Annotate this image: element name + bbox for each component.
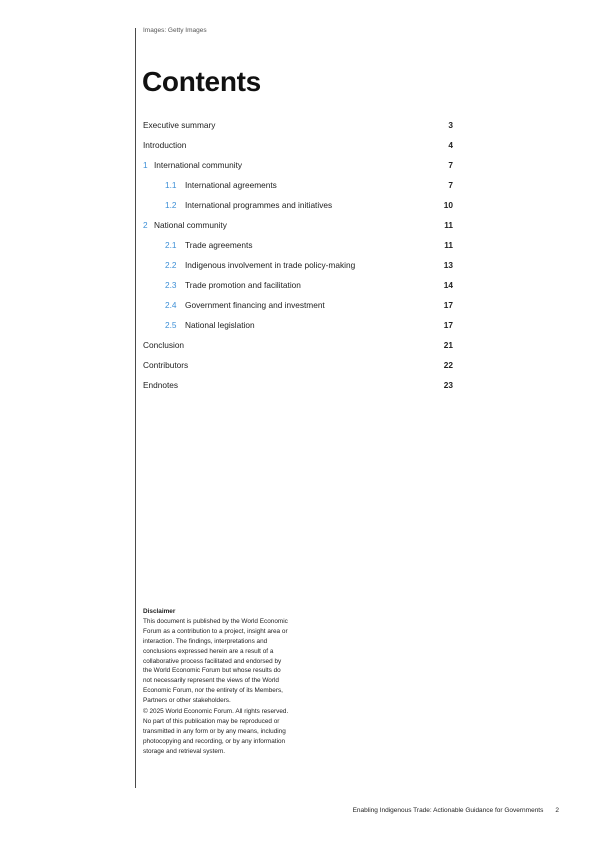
toc-entry-page: 13 [443, 260, 453, 270]
toc-entry[interactable] [143, 195, 453, 215]
page-footer [353, 807, 559, 814]
toc-entry-number: 2.1 [165, 240, 177, 250]
toc-entry-label: Government financing and investment [185, 300, 325, 310]
toc-entry-label: International community [154, 160, 243, 170]
toc-entry[interactable] [143, 175, 453, 195]
toc-entry-number: 1.1 [165, 180, 177, 190]
toc-entry-page: 11 [444, 220, 453, 230]
toc-entry-page: 17 [443, 320, 453, 330]
toc-entry-page: 14 [443, 280, 453, 290]
toc-entry-label: Indigenous involvement in trade policy-making [185, 260, 356, 270]
toc-entry[interactable] [143, 375, 453, 395]
table-of-contents [143, 115, 453, 395]
toc-entry[interactable] [143, 155, 453, 175]
toc-entry-label: National legislation [185, 320, 255, 330]
toc-entry-page: 3 [448, 120, 453, 130]
toc-entry-page: 4 [448, 140, 453, 150]
toc-entry-label: Trade promotion and facilitation [185, 280, 301, 290]
toc-entry-label: National community [154, 220, 227, 230]
toc-entry-label: Trade agreements [185, 240, 253, 250]
disclaimer [143, 607, 291, 757]
toc-entry-number: 2.2 [165, 260, 177, 270]
toc-entry-label: Conclusion [143, 340, 185, 350]
toc-entry[interactable] [143, 315, 453, 335]
copyright-notice: © 2025 World Economic Forum. All rights reserved. No part of this publication may be reproduced or transmitted in any form or by any means, including photocopying and recording, or by any information storage and retrieval system. [143, 708, 289, 755]
toc-entry-number: 2 [143, 220, 148, 230]
toc-entry[interactable] [143, 355, 453, 375]
margin-rule [135, 28, 136, 788]
toc-entry-number: 2.5 [165, 320, 177, 330]
toc-entry-number: 1 [143, 160, 148, 170]
toc-entry[interactable] [143, 295, 453, 315]
toc-entry-number: 2.3 [165, 280, 177, 290]
toc-entry-page: 17 [443, 300, 453, 310]
image-credit: Images: Getty Images [143, 27, 207, 34]
toc-entry-label: Introduction [143, 140, 187, 150]
footer-page-number: 2 [555, 807, 559, 814]
toc-entry[interactable] [143, 115, 453, 135]
toc-entry[interactable] [143, 135, 453, 155]
toc-entry-page: 21 [443, 340, 453, 350]
toc-entry-label: Contributors [143, 360, 189, 370]
toc-entry-page: 7 [448, 180, 453, 190]
footer-document-title: Enabling Indigenous Trade: Actionable Guidance for Governments [352, 807, 544, 814]
disclaimer-heading: Disclaimer [143, 608, 176, 615]
toc-entry-page: 7 [448, 160, 453, 170]
toc-entry-label: Executive summary [143, 120, 216, 130]
toc-entry-number: 2.4 [165, 300, 177, 310]
toc-entry-page: 23 [443, 380, 453, 390]
toc-entry-page: 22 [443, 360, 453, 370]
toc-entry[interactable] [143, 255, 453, 275]
toc-entry-label: International agreements [185, 180, 277, 190]
toc-entry-number: 1.2 [165, 200, 177, 210]
page-title: Contents [142, 66, 261, 97]
toc-entry-page: 10 [443, 200, 453, 210]
toc-entry[interactable] [143, 215, 453, 235]
toc-entry[interactable] [143, 235, 453, 255]
toc-entry[interactable] [143, 275, 453, 295]
toc-entry[interactable] [143, 335, 453, 355]
toc-entry-label: Endnotes [143, 380, 179, 390]
toc-entry-label: International programmes and initiatives [185, 200, 333, 210]
toc-entry-page: 11 [444, 240, 453, 250]
disclaimer-body: This document is published by the World Economic Forum as a contribution to a project, insight area or interaction. The findings, interpretations and conclusions expressed herein are a result of a collaborative process facilitated and endorsed by the World Economic Forum but whose results do not necessarily represent the views of the World Economic Forum, nor the entirety of its Members, Partners or other stakeholders. [143, 617, 288, 705]
